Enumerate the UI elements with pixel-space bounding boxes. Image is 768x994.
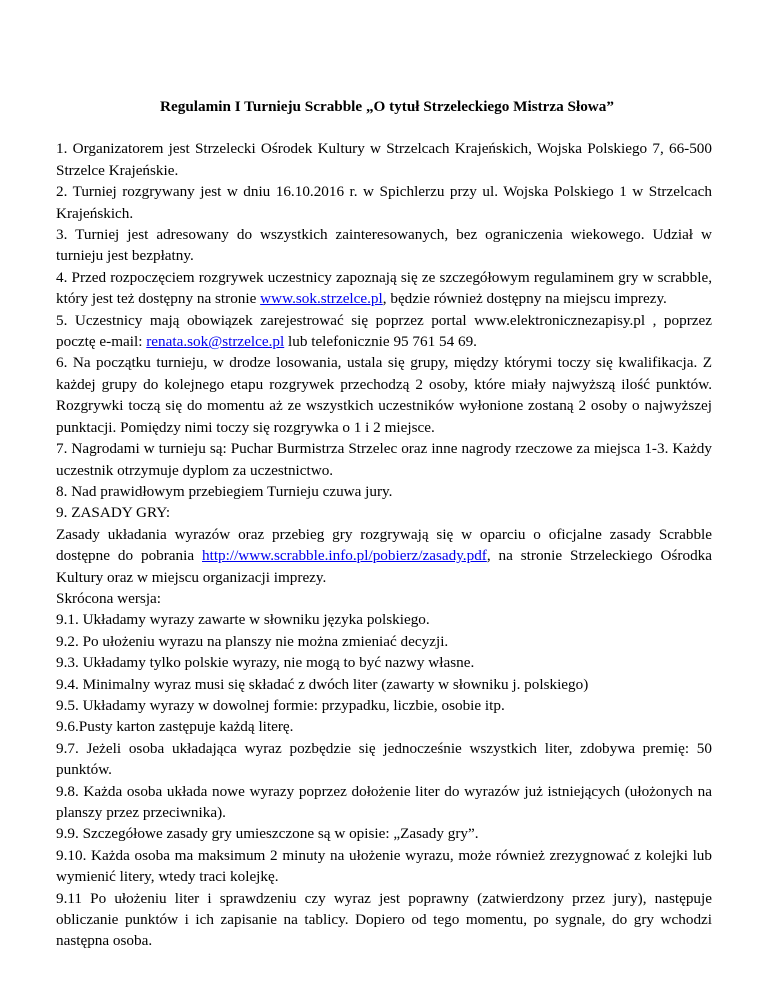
short-version-heading: Skrócona wersja:	[56, 589, 162, 607]
paragraph-8: 8. Nad prawidłowym przebiegiem Turnieju czuwa jury.	[56, 482, 393, 500]
paragraph-7: 7. Nagrodami w turnieju są: Puchar Burmistrza Strzelec oraz inne nagrody rzeczowe za miejsca 1-3. Każdy uczestnik otrzymuje dyplom za uczestnictwo.	[56, 440, 712, 479]
rule-9-4: 9.4. Minimalny wyraz musi się składać z dwóch liter (zawarty w słowniku j. polskiego)	[56, 675, 589, 693]
paragraph-5-text-end: lub telefonicznie 95 761 54 69.	[284, 333, 477, 351]
rule-9-6: 9.6.Pusty karton zastępuje każdą literę.	[56, 718, 294, 736]
rules-description-text: Zasady układania wyrazów oraz przebieg gry rozgrywają się w oparciu o oficjalne zasady Scrabble dostępne do pobrania	[56, 525, 712, 565]
rule-9-1: 9.1. Układamy wyrazy zawarte w słowniku języka polskiego.	[56, 611, 430, 629]
paragraph-4-text-end: , będzie również dostępny na miejscu imprezy.	[382, 290, 667, 308]
paragraph-5	[56, 310, 712, 353]
paragraph-6: 6. Na początku turnieju, w drodze losowania, ustala się grupy, między którymi toczy się kwalifikacja. Z każdej grupy do kolejnego etapu rozgrywek przechodzą 2 osoby, które miały najwyższą ilość punktów. Rozgrywki toczą się do momentu aż ze wszystkich uczestników wyłonione zostaną 2 osoby o najwyższej punktacji. Pomiędzy nimi toczy się rozgrywka o 1 i 2 miejsce.	[56, 354, 712, 436]
rule-9-9: 9.9. Szczegółowe zasady gry umieszczone są w opisie: „Zasady gry”.	[56, 825, 479, 843]
paragraph-1: 1. Organizatorem jest Strzelecki Ośrodek Kultury w Strzelcach Krajeńskich, Wojska Polskiego 7, 66-500 Strzelce Krajeńskie.	[56, 140, 712, 179]
rule-9-2: 9.2. Po ułożeniu wyrazu na planszy nie można zmieniać decyzji.	[56, 632, 449, 650]
rule-9-11: 9.11 Po ułożeniu liter i sprawdzeniu czy wyraz jest poprawny (zatwierdzony przez jury), następuje obliczanie punktów i ich zapisanie na tablicy. Dopiero od tego momentu, po sygnale, do gry wchodzi następna osoba.	[56, 889, 712, 950]
rule-9-8: 9.8. Każda osoba układa nowe wyrazy poprzez dołożenie liter do wyrazów już istniejących (ułożonych na planszy przez przeciwnika).	[56, 782, 712, 821]
paragraph-9-heading: 9. ZASADY GRY:	[56, 504, 171, 522]
paragraph-2: 2. Turniej rozgrywany jest w dniu 16.10.2016 r. w Spichlerzu przy ul. Wojska Polskiego 1 w Strzelcach Krajeńskich.	[56, 183, 712, 222]
sok-website-link[interactable]: www.sok.strzelce.pl	[260, 290, 383, 308]
document-page	[56, 96, 712, 952]
rule-9-10: 9.10. Każda osoba ma maksimum 2 minuty na ułożenie wyrazu, może również zrezygnować z kolejki lub wymienić litery, wtedy traci kolejkę.	[56, 846, 712, 886]
rule-9-3: 9.3. Układamy tylko polskie wyrazy, nie mogą to być nazwy własne.	[56, 654, 475, 672]
rule-9-7: 9.7. Jeżeli osoba układająca wyraz pozbędzie się jednocześnie wszystkich liter, zdobywa premię: 50 punktów.	[56, 739, 712, 779]
email-link[interactable]: renata.sok@strzelce.pl	[146, 333, 285, 351]
paragraph-5-text: 5. Uczestnicy mają obowiązek zarejestrować się poprzez portal www.elektronicznezapisy.pl , poprzez pocztę e-mail:	[56, 311, 712, 351]
rules-description	[56, 524, 712, 588]
paragraph-4-text: 4. Przed rozpoczęciem rozgrywek uczestnicy zapoznają się ze szczegółowym regulaminem gry w scrabble, który jest też dostępny na stronie	[56, 268, 712, 308]
scrabble-rules-pdf-link[interactable]: http://www.scrabble.info.pl/pobierz/zasady.pdf	[202, 547, 487, 565]
paragraph-3: 3. Turniej jest adresowany do wszystkich zainteresowanych, bez ograniczenia wiekowego. Udział w turnieju jest bezpłatny.	[56, 226, 712, 265]
rules-description-text-end: , na stronie Strzeleckiego Ośrodka Kultury oraz w miejscu organizacji imprezy.	[56, 547, 713, 586]
rule-9-5: 9.5. Układamy wyrazy w dowolnej formie: przypadku, liczbie, osobie itp.	[56, 696, 505, 714]
paragraph-4	[56, 267, 712, 310]
document-title: Regulamin I Turnieju Scrabble „O tytuł Strzeleckiego Mistrza Słowa”	[160, 98, 614, 115]
